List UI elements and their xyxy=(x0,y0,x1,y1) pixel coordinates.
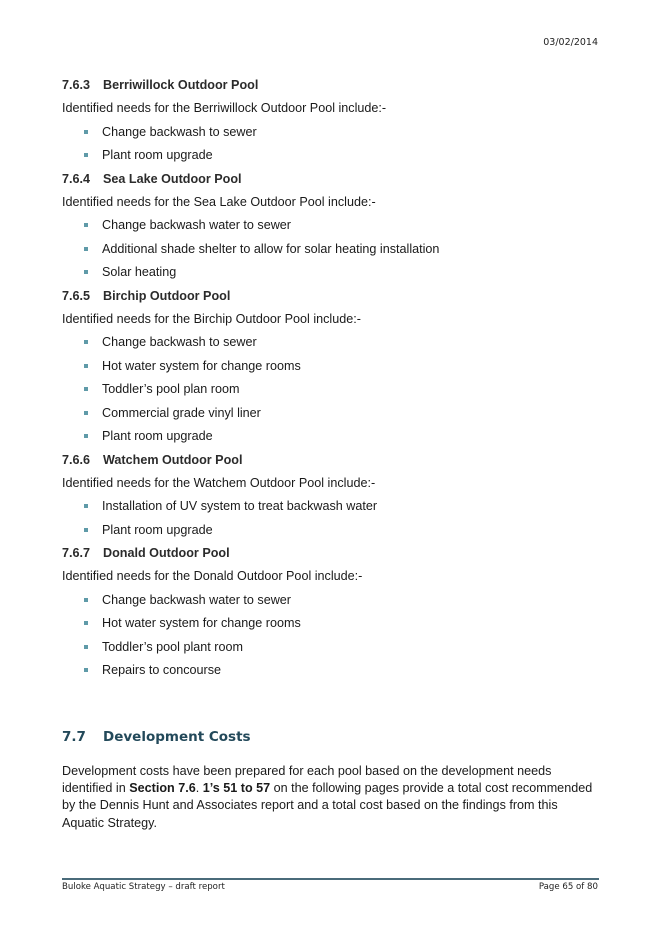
para-text: on the following pages provide a total cost recommended by the Dennis Hunt and Associates report and a total cost based on the findings from this Aquatic Strategy. xyxy=(62,781,593,830)
pool-needs-sections xyxy=(62,76,602,685)
list-item xyxy=(62,521,602,539)
section-title: Berriwillock Outdoor Pool xyxy=(103,78,259,92)
list-item-text: Hot water system for change rooms xyxy=(102,616,301,630)
section-berriwillock xyxy=(62,76,602,164)
list-item-text: Toddler’s pool plant room xyxy=(102,639,243,654)
section-birchip xyxy=(62,287,602,446)
list-item-text: Change backwash to sewer xyxy=(102,335,257,349)
section-heading xyxy=(62,76,602,94)
section-heading xyxy=(62,170,602,188)
list-item-text: Plant room upgrade xyxy=(102,429,213,443)
needs-list xyxy=(62,123,602,165)
bullet-icon xyxy=(84,153,88,157)
list-item-text: Plant room upgrade xyxy=(102,148,213,162)
list-item xyxy=(62,497,602,515)
development-costs-paragraph xyxy=(62,763,602,832)
list-item-text: Solar heating xyxy=(102,265,177,279)
bullet-icon xyxy=(84,223,88,227)
needs-list xyxy=(62,333,602,445)
para-text: . xyxy=(195,781,203,796)
list-item-text: Change backwash to sewer xyxy=(102,124,257,139)
list-item-text: Change backwash water to sewer xyxy=(102,592,292,607)
bullet-icon xyxy=(84,598,88,602)
section-title: Donald Outdoor Pool xyxy=(103,546,230,560)
list-item-text: Installation of UV system to treat backwash water xyxy=(102,499,378,513)
list-item xyxy=(62,638,602,656)
table-reference: 1’s 51 to 57 xyxy=(202,781,271,796)
list-item-text: Commercial grade vinyl liner xyxy=(102,405,261,420)
bullet-icon xyxy=(84,645,88,649)
list-item xyxy=(62,123,602,141)
section-reference: Section 7.6 xyxy=(129,781,196,796)
development-costs-heading xyxy=(62,729,251,745)
section-watchem xyxy=(62,451,602,539)
list-item-text: Change backwash water to sewer xyxy=(102,218,292,232)
footer-page-number: Page 65 of 80 xyxy=(538,882,598,892)
list-item-text: Plant room upgrade xyxy=(102,522,213,537)
section-number: 7.7 xyxy=(62,729,86,745)
section-number: 7.6.7 xyxy=(62,546,91,560)
section-heading xyxy=(62,287,602,305)
bullet-icon xyxy=(84,247,88,251)
list-item xyxy=(62,216,602,234)
bullet-icon xyxy=(84,270,88,274)
bullet-icon xyxy=(84,504,88,508)
section-number: 7.6.3 xyxy=(62,78,91,92)
bullet-icon xyxy=(84,364,88,368)
bullet-icon xyxy=(84,130,88,134)
footer-divider xyxy=(62,878,599,880)
list-item-text: Additional shade shelter to allow for solar heating installation xyxy=(102,241,440,256)
footer-document-title: Buloke Aquatic Strategy – draft report xyxy=(62,882,225,892)
section-intro: Identified needs for the Berriwillock Outdoor Pool include:- xyxy=(62,101,387,115)
list-item xyxy=(62,146,602,164)
list-item xyxy=(62,380,602,398)
section-number: 7.6.6 xyxy=(62,452,91,467)
needs-list xyxy=(62,216,602,281)
bullet-icon xyxy=(84,668,88,672)
list-item-text: Hot water system for change rooms xyxy=(102,358,301,373)
list-item xyxy=(62,240,602,258)
bullet-icon xyxy=(84,340,88,344)
section-heading xyxy=(62,451,602,469)
section-intro: Identified needs for the Birchip Outdoor Pool include:- xyxy=(62,311,361,326)
section-intro: Identified needs for the Watchem Outdoor Pool include:- xyxy=(62,475,376,490)
list-item-text: Toddler’s pool plan room xyxy=(102,382,240,396)
section-title: Development Costs xyxy=(103,729,251,745)
bullet-icon xyxy=(84,387,88,391)
list-item xyxy=(62,263,602,281)
list-item xyxy=(62,591,602,609)
bullet-icon xyxy=(84,411,88,415)
list-item xyxy=(62,404,602,422)
section-intro: Identified needs for the Sea Lake Outdoor Pool include:- xyxy=(62,194,376,209)
section-title: Watchem Outdoor Pool xyxy=(103,452,243,467)
section-sea-lake xyxy=(62,170,602,282)
bullet-icon xyxy=(84,434,88,438)
list-item xyxy=(62,427,602,445)
para-text: Development costs have been prepared for each pool based on the development needs identified in xyxy=(62,764,552,796)
list-item xyxy=(62,333,602,351)
list-item xyxy=(62,357,602,375)
section-intro: Identified needs for the Donald Outdoor Pool include:- xyxy=(62,569,363,583)
section-heading xyxy=(62,544,602,562)
section-donald xyxy=(62,544,602,679)
list-item-text: Repairs to concourse xyxy=(102,663,222,677)
section-number: 7.6.4 xyxy=(62,171,91,186)
bullet-icon xyxy=(84,528,88,532)
needs-list xyxy=(62,591,602,680)
list-item xyxy=(62,614,602,632)
needs-list xyxy=(62,497,602,539)
section-number: 7.6.5 xyxy=(62,288,91,303)
header-date: 03/02/2014 xyxy=(543,37,598,48)
list-item xyxy=(62,661,602,679)
bullet-icon xyxy=(84,621,88,625)
section-title: Birchip Outdoor Pool xyxy=(103,288,231,303)
section-title: Sea Lake Outdoor Pool xyxy=(103,171,242,186)
